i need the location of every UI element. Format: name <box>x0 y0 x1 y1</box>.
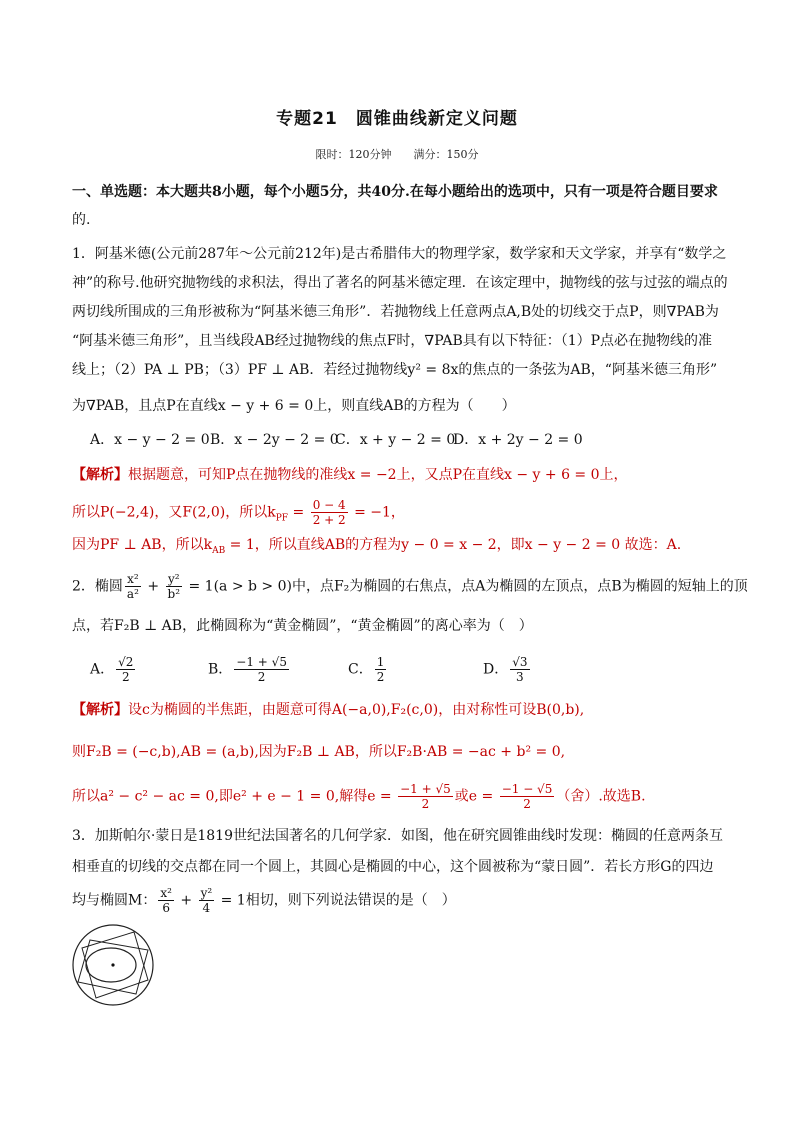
q1-analysis-line-3 <box>72 535 732 561</box>
fraction-numerator: 1 <box>376 655 385 669</box>
fraction-numerator: y² <box>166 572 183 587</box>
center-point <box>111 963 114 966</box>
q2-option-d <box>483 655 532 684</box>
fraction-denominator: 3 <box>516 670 524 684</box>
q2-text-1: 2．椭圆 <box>72 578 123 595</box>
q2-text-1b: = 1(a > b > 0)中，点F₂为椭圆的右焦点，点A为椭圆的左顶点，点B为椭圆的短轴上的顶 <box>184 578 748 595</box>
q2-root-fraction-2 <box>500 782 555 811</box>
q1-analysis-text-2: 所以P(−2,4)，又F(2,0)，所以k <box>72 504 276 521</box>
q2-fraction-y <box>166 572 183 601</box>
q2-line-2: 点，若F₂B ⊥ AB，此椭圆称为“黄金椭圆”，“黄金椭圆”的离心率为（ ） <box>72 618 533 634</box>
q3-line-3 <box>72 886 732 915</box>
fraction-denominator: 6 <box>162 901 170 915</box>
q2-analysis-line-2: 则F₂B = (−c,b),AB = (a,b),因为F₂B ⊥ AB，所以F₂B·AB = −ac + b² = 0, <box>72 744 566 760</box>
q1-analysis-tag: 【解析】 <box>72 467 128 483</box>
section-heading-line-1: 一、单选题：本大题共8小题，每个小题5分，共40分.在每小题给出的选项中，只有一项是符合题目要求 <box>72 184 718 200</box>
q2-fraction-x <box>125 572 141 601</box>
q1-line-5: 线上；（2）PA ⊥ PB；（3）PF ⊥ AB．若经过抛物线y² = 8x的焦点的一条弦为AB，“阿基米德三角形” <box>72 362 718 378</box>
ellipse-m <box>86 948 136 982</box>
q3-text-3b: = 1相切，则下列说法错误的是（ ） <box>216 892 456 909</box>
section-heading-line-2: 的. <box>72 212 91 228</box>
q3-line-2: 相垂直的切线的交点都在同一个圆上，其圆心是椭圆的中心，这个圆被称为“蒙日圆”．若长方形G的四边 <box>72 859 714 875</box>
q1-equals: = <box>288 504 309 521</box>
fraction-numerator: −1 − √5 <box>501 782 553 796</box>
fraction-denominator: 2 <box>421 797 430 811</box>
fraction-numerator: x² <box>125 572 141 587</box>
q2-analysis-text-3: 所以a² − c² − ac = 0,即e² + e − 1 = 0,解得e = <box>72 788 397 805</box>
fraction-numerator: −1 + √5 <box>236 655 287 669</box>
option-fraction <box>116 655 135 684</box>
q2-analysis-text-3b: （舍）.故选B. <box>556 788 646 805</box>
page-subtitle: 限时：120分钟 满分：150分 <box>315 148 479 161</box>
q3-line-1: 3．加斯帕尔·蒙日是1819世纪法国著名的几何学家．如图，他在研究圆锥曲线时发现：椭圆的任意两条互 <box>72 828 723 844</box>
q2-option-b <box>208 655 348 684</box>
q1-analysis-text-1: 根据题意，可知P点在抛物线的准线x = −2上，又点P在直线x − y + 6 = 0上， <box>128 467 628 483</box>
q1-option-c: C．x + y − 2 = 0 <box>335 432 456 448</box>
q1-option-a: A．x − y − 2 = 0 <box>90 432 210 448</box>
option-label: A． <box>90 661 115 678</box>
q2-option-a <box>90 655 208 684</box>
fraction-numerator: −1 + √5 <box>400 782 451 796</box>
q1-analysis-text-3: 因为PF ⊥ AB，所以k <box>72 537 213 553</box>
fraction-denominator: 2 <box>257 670 266 684</box>
q1-analysis-text-2b: = −1， <box>349 504 405 521</box>
q3-fraction-y <box>199 886 215 915</box>
q3-fraction-x <box>158 886 174 915</box>
q1-line-1: 1．阿基米德(公元前287年～公元前212年)是古希腊伟大的物理学家，数学家和天文学家，并享有“数学之 <box>72 246 727 262</box>
option-label: B． <box>208 661 233 678</box>
q1-slope-subscript: PF <box>275 513 289 524</box>
q1-analysis-line-1 <box>72 465 732 485</box>
fraction-denominator: 2 <box>376 670 385 684</box>
q1-analysis-line-2 <box>72 498 732 528</box>
fraction-numerator: √2 <box>118 655 134 669</box>
q1-slope-ab-subscript: AB <box>212 545 226 556</box>
fraction-numerator: 0 − 4 <box>312 498 346 512</box>
q2-plus: + <box>142 578 164 595</box>
fraction-denominator: b² <box>167 587 181 601</box>
option-fraction <box>234 655 289 684</box>
q2-analysis-tag: 【解析】 <box>72 702 128 718</box>
option-label: C． <box>348 661 373 678</box>
q1-line-6: 为∇PAB，且点P在直线x − y + 6 = 0上，则直线AB的方程为（ ） <box>72 398 516 414</box>
q1-line-4: “阿基米德三角形”，且当线段AB经过抛物线的焦点F时，∇PAB具有以下特征：（1）P点必在抛物线的准 <box>72 333 713 349</box>
option-fraction <box>510 655 529 684</box>
q2-option-c <box>348 655 483 684</box>
fraction-numerator: x² <box>160 886 172 900</box>
q2-root-fraction-1 <box>398 782 453 811</box>
fraction-denominator: 2 + 2 <box>312 513 346 527</box>
fraction-denominator: a² <box>126 587 139 601</box>
q1-option-b: B．x − 2y − 2 = 0 <box>210 432 339 448</box>
option-fraction <box>375 655 387 684</box>
q2-analysis-line-3 <box>72 782 732 811</box>
fraction-numerator: y² <box>200 886 213 900</box>
option-label: D． <box>483 661 509 678</box>
q2-analysis-text-1: 设c为椭圆的半焦距，由题意可得A(−a,0),F₂(c,0)，由对称性可设B(0,b), <box>128 702 585 718</box>
q1-line-2: 神”的称号.他研究抛物线的求积法，得出了著名的阿基米德定理．在该定理中，抛物线的弦与过弦的端点的 <box>72 275 728 291</box>
fraction-denominator: 2 <box>523 797 531 811</box>
q1-option-d: D．x + 2y − 2 = 0 <box>453 432 583 448</box>
q1-analysis-text-3b: = 1，所以直线AB的方程为y − 0 = x − 2，即x − y − 2 = 0 故选：A. <box>225 537 682 553</box>
q1-line-3: 两切线所围成的三角形被称为“阿基米德三角形”．若抛物线上任意两点A,B处的切线交于点P，则∇PAB为 <box>72 304 719 320</box>
q2-line-1 <box>72 572 748 601</box>
fraction-denominator: 2 <box>121 670 130 684</box>
q2-analysis-line-1 <box>72 700 732 720</box>
q1-options <box>90 430 750 450</box>
q2-options <box>90 655 750 684</box>
monge-circle-figure <box>70 922 156 1008</box>
q3-text-3: 均与椭圆M： <box>72 892 157 909</box>
q3-plus: + <box>175 892 197 909</box>
page-title: 专题21 圆锥曲线新定义问题 <box>276 109 518 129</box>
q2-analysis-or: 或e = <box>454 788 498 805</box>
fraction-denominator: 4 <box>202 901 211 915</box>
q1-slope-fraction <box>311 498 348 527</box>
fraction-numerator: √3 <box>512 655 528 669</box>
